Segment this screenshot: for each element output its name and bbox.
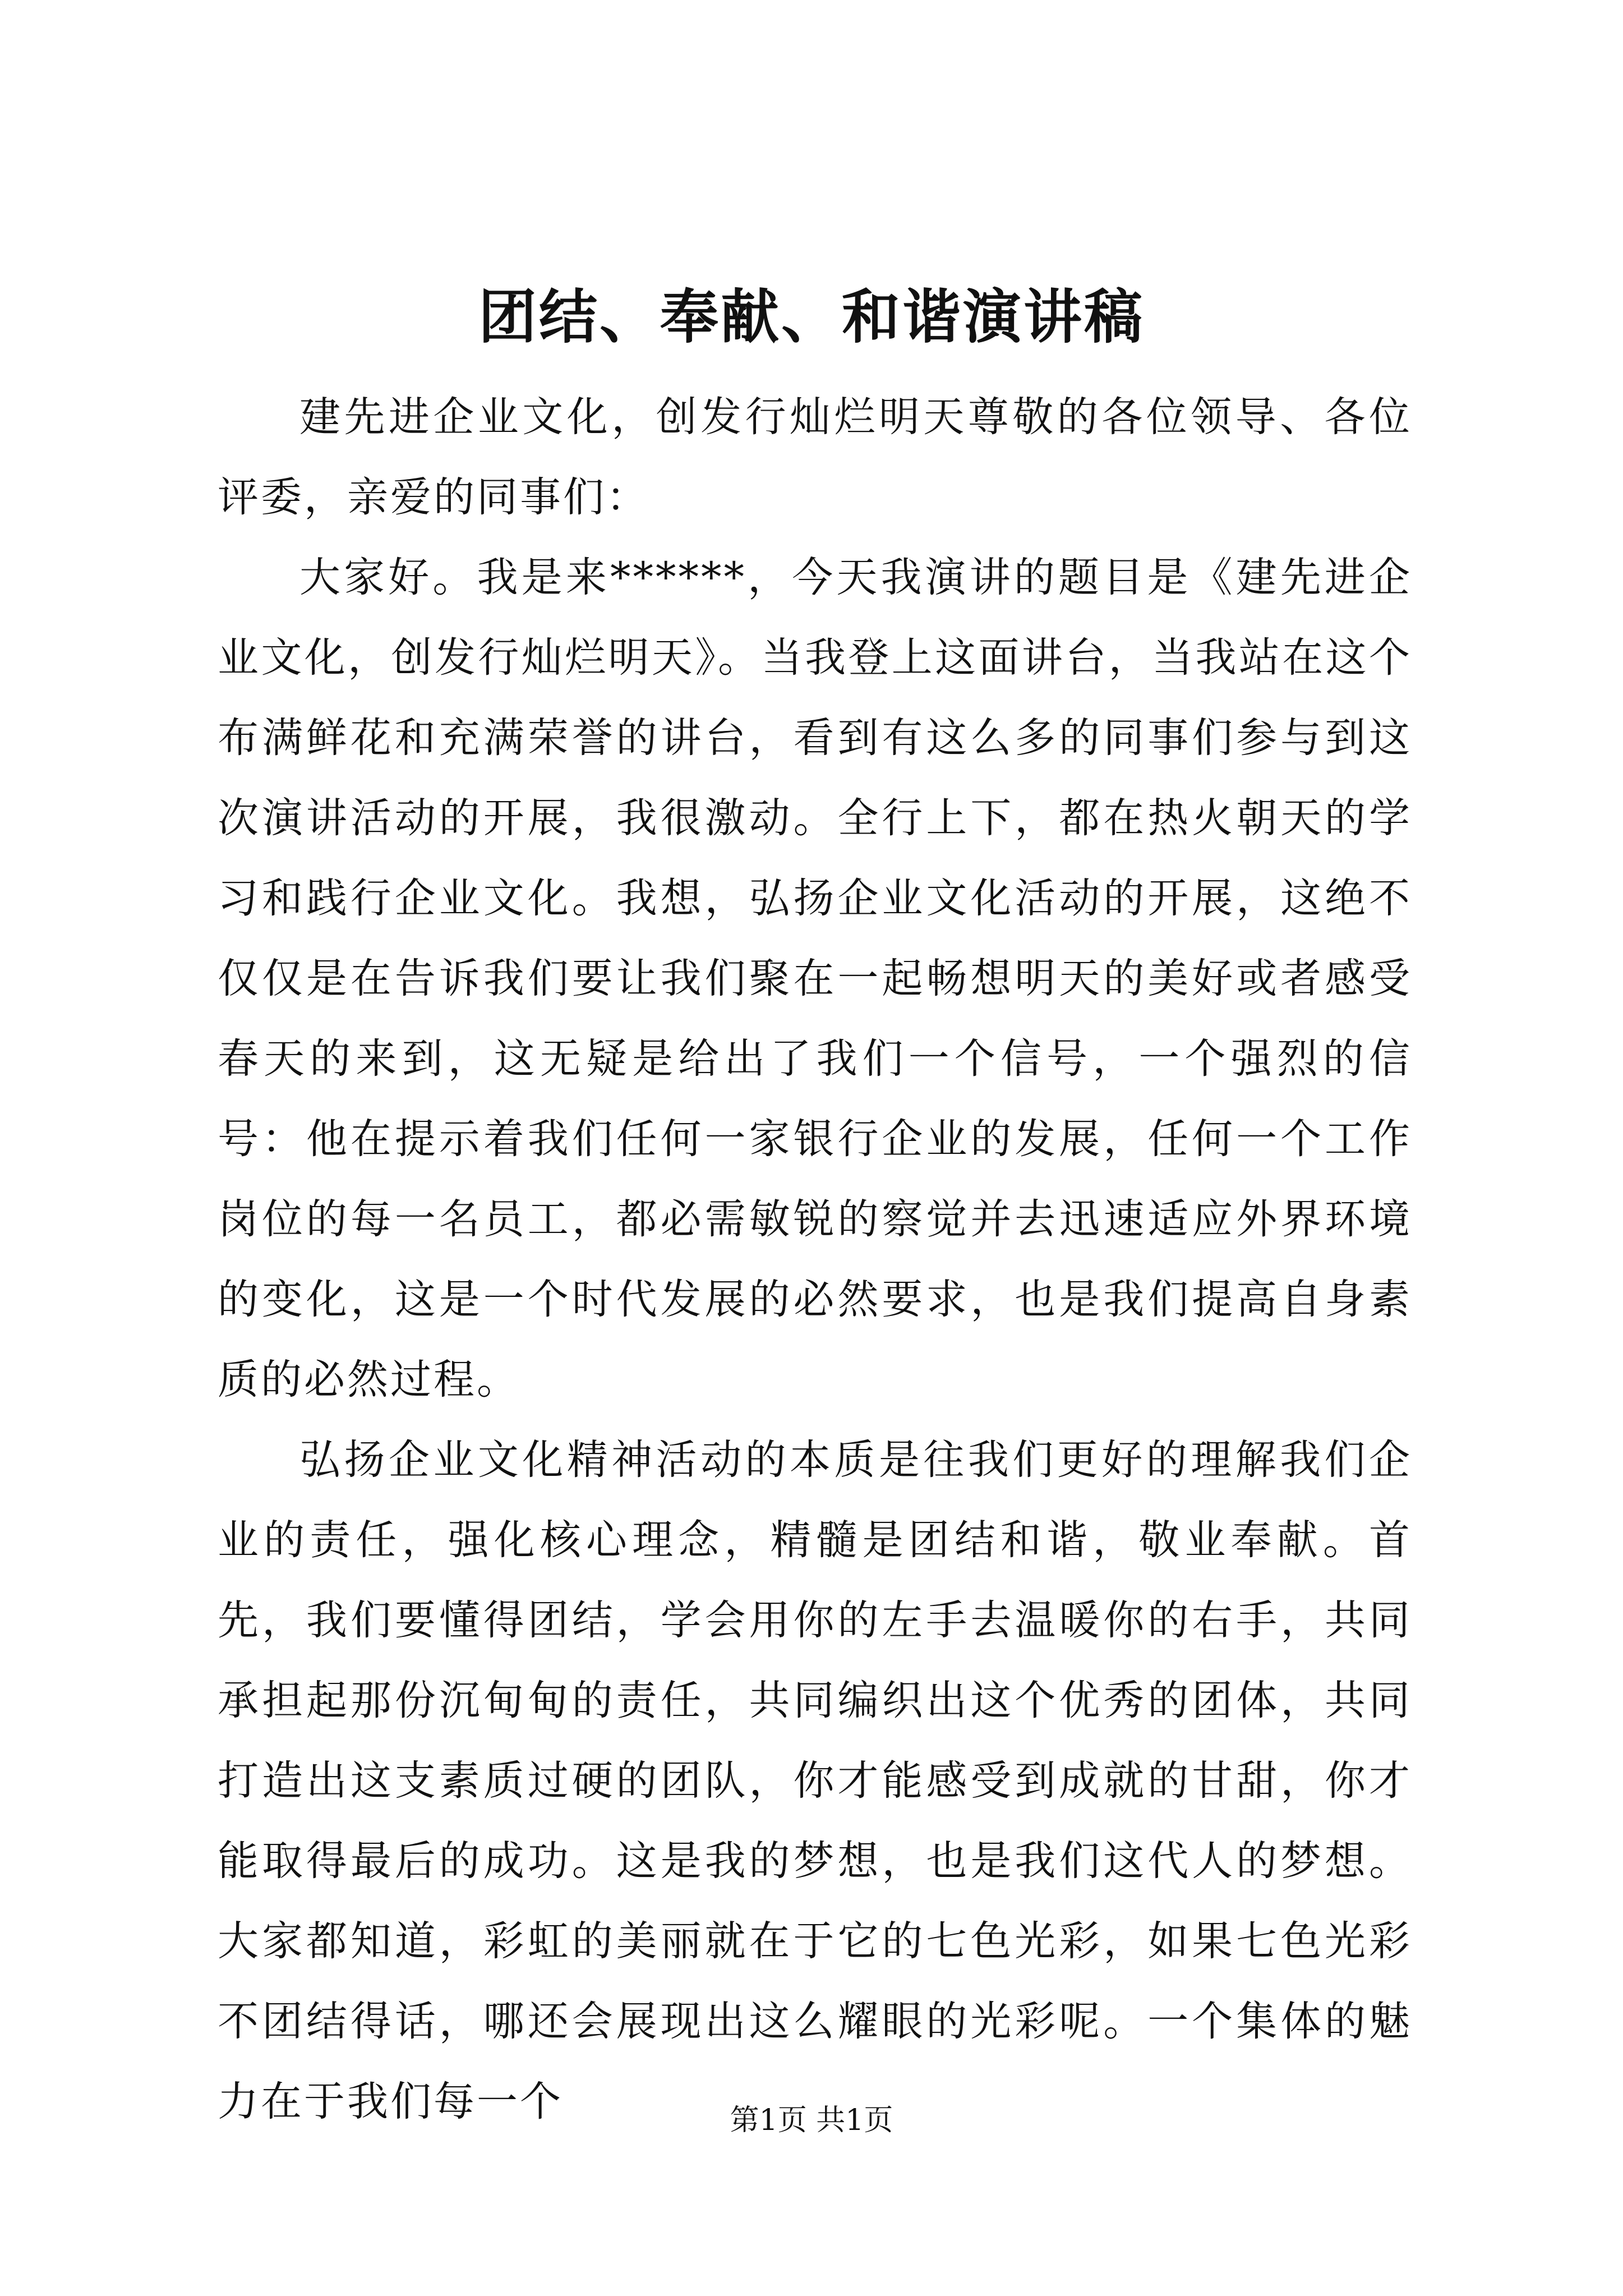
page-footer: 第1页 共1页 — [730, 2104, 893, 2137]
paragraph-greeting: 建先进企业文化，创发行灿烂明天尊敬的各位领导、各位评委，亲爱的同事们： — [218, 393, 1412, 521]
paragraph-introduction: 大家好。我是来******，今天我演讲的题目是《建先进企业文化，创发行灿烂明天》。当我登上这面讲台，当我站在这个布满鲜花和充满荣誉的讲台，看到有这么多的同事们参与到这次演讲活动的开展，我很激动。全行上下，都在热火朝天的学习和践行企业文化。我想，弘扬企业文化活动的开展，这绝不仅仅是在告诉我们要让我们聚在一起畅想明天的美好或者感受春天的来到，这无疑是给出了我们一个信号，一个强烈的信号：他在提示着我们任何一家银行企业的发展，任何一个工作岗位的每一名员工，都必需敏锐的察觉并去迅速适应外界环境的变化，这是一个时代发展的必然要求，也是我们提高自身素质的必然过程。 — [218, 554, 1412, 1404]
document-title: 团结、奉献、和谐演讲稿 — [478, 282, 1145, 351]
paragraph-unity: 弘扬企业文化精神活动的本质是往我们更好的理解我们企业的责任，强化核心理念，精髓是团结和谐，敬业奉献。首先，我们要懂得团结，学会用你的左手去温暖你的右手，共同承担起那份沉甸甸的责任，共同编织出这个优秀的团体，共同打造出这支素质过硬的团队，你才能感受到成就的甘甜，你才能取得最后的成功。这是我的梦想，也是我们这代人的梦想。大家都知道，彩虹的美丽就在于它的七色光彩，如果七色光彩不团结得话，哪还会展现出这么耀眼的光彩呢。一个集体的魅力在于我们每一个 — [218, 1436, 1412, 2125]
document-body — [218, 377, 1412, 2142]
